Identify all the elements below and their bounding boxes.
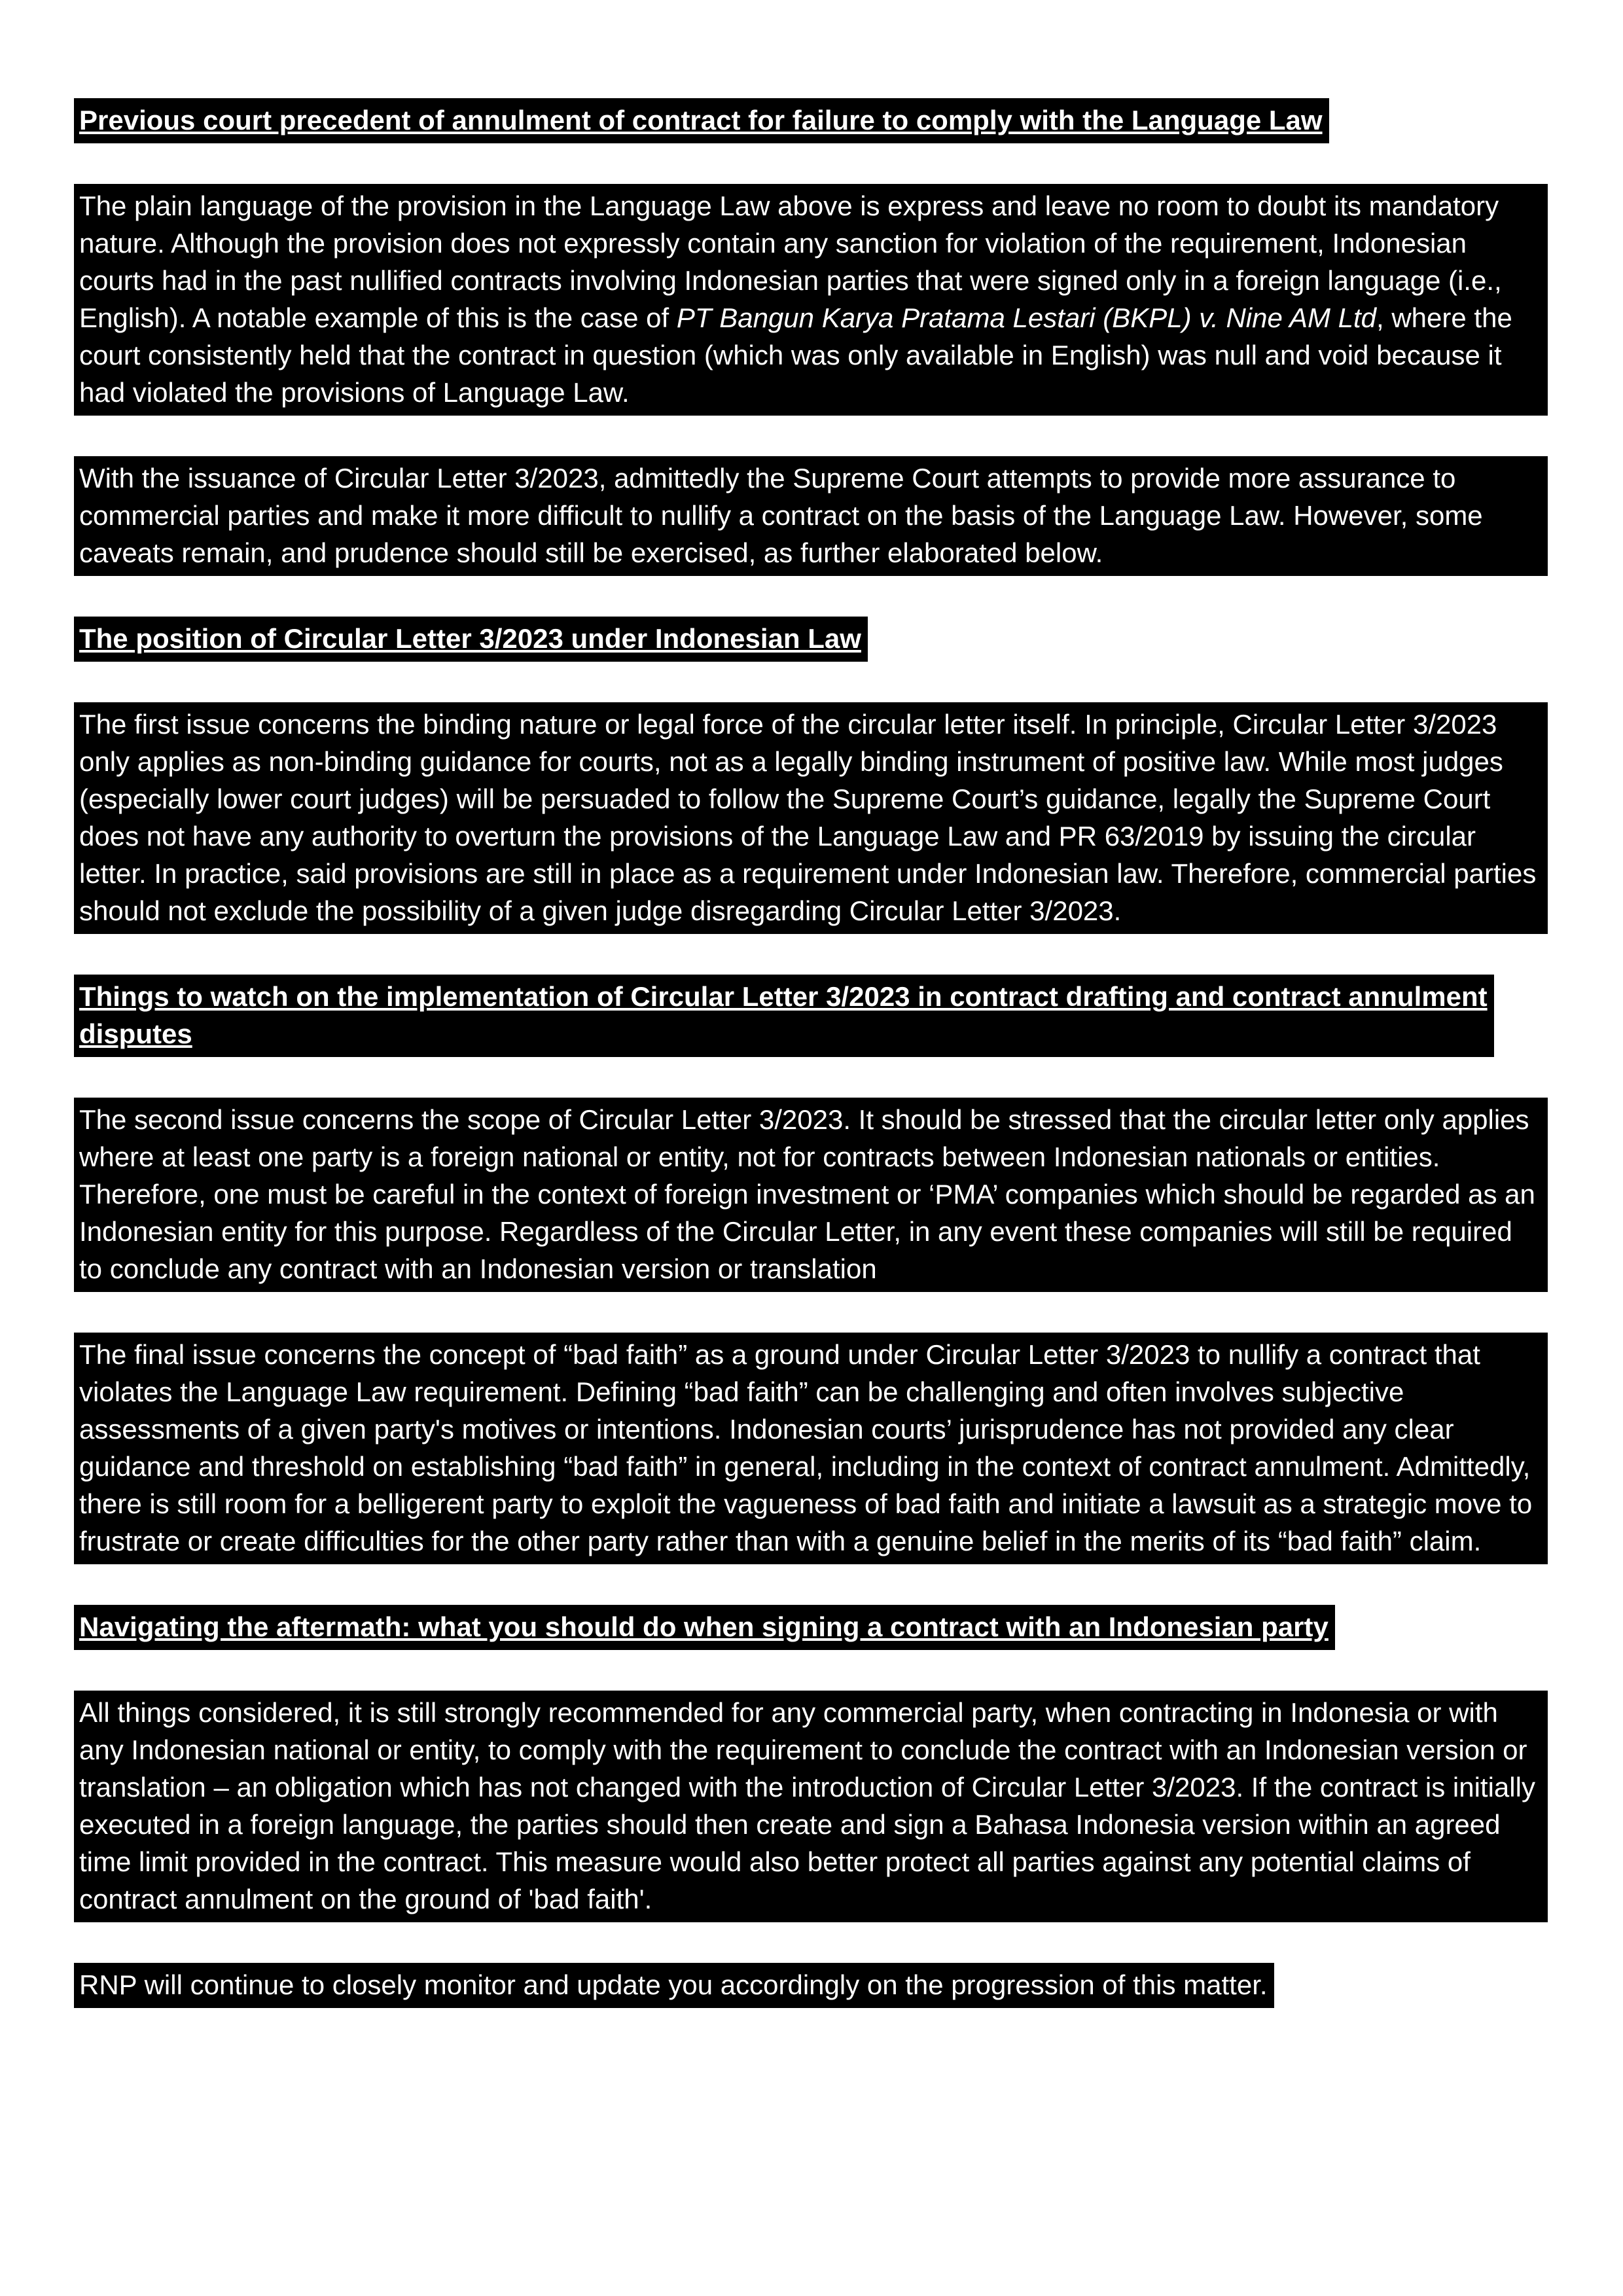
- para-rnp-closing-note: RNP will continue to closely monitor and update you accordingly on the progression of this matter.: [74, 1963, 1274, 2008]
- text-segment-case-name-italic: PT Bangun Karya Pratama Lestari (BKPL) v. Nine AM Ltd: [676, 302, 1377, 333]
- heading-things-to-watch: Things to watch on the implementation of Circular Letter 3/2023 in contract drafting and contract annulment disputes: [74, 975, 1494, 1057]
- text-segment-precedent-pre: The plain language of the provision in the Language Law above is express and leave no room to doubt its mandatory nature. Although the provision does not expressly contain any sanction for violation of the requirement, Indonesian courts had in the past nullified contracts involving Indonesian parties that were signed only in a foreign language (i.e., English). A notable example of this is the case of: [79, 190, 1502, 333]
- document-content: [74, 98, 1548, 2049]
- heading-navigating-aftermath: Navigating the aftermath: what you should do when signing a contract with an Indonesian party: [74, 1605, 1335, 1650]
- para-recommendation-all-things-considered: All things considered, it is still strongly recommended for any commercial party, when contracting in Indonesia or with any Indonesian national or entity, to comply with the requirement to conclude the contract with an Indonesian version or translation – an obligation which has not changed with the introduction of Circular Letter 3/2023. If the contract is initially executed in a foreign language, the parties should then create and sign a Bahasa Indonesia version within an agreed time limit provided in the contract. This measure would also better protect all parties against any potential claims of contract annulment on the ground of 'bad faith'.: [74, 1691, 1548, 1922]
- heading-previous-court-precedent: Previous court precedent of annulment of contract for failure to comply with the Language Law: [74, 98, 1329, 143]
- para-first-issue-binding-nature: The first issue concerns the binding nature or legal force of the circular letter itself. In principle, Circular Letter 3/2023 only applies as non-binding guidance for courts, not as a legally binding instrument of positive law. While most judges (especially lower court judges) will be persuaded to follow the Supreme Court’s guidance, legally the Supreme Court does not have any authority to overturn the provisions of the Language Law and PR 63/2019 by issuing the circular letter. In practice, said provisions are still in place as a requirement under Indonesian law. Therefore, commercial parties should not exclude the possibility of a given judge disregarding Circular Letter 3/2023.: [74, 702, 1548, 934]
- para-circular-letter-assurance: With the issuance of Circular Letter 3/2023, admittedly the Supreme Court attempts to provide more assurance to commercial parties and make it more difficult to nullify a contract on the basis of the Language Law. However, some caveats remain, and prudence should still be exercised, as further elaborated below.: [74, 456, 1548, 576]
- para-language-law-mandatory: [74, 184, 1548, 416]
- heading-position-circular-letter: The position of Circular Letter 3/2023 under Indonesian Law: [74, 617, 868, 662]
- para-second-issue-scope: The second issue concerns the scope of Circular Letter 3/2023. It should be stressed that the circular letter only applies where at least one party is a foreign national or entity, not for contracts between Indonesian nationals or entities. Therefore, one must be careful in the context of foreign investment or ‘PMA’ companies which should be regarded as an Indonesian entity for this purpose. Regardless of the Circular Letter, in any event these companies will still be required to conclude any contract with an Indonesian version or translation: [74, 1098, 1548, 1292]
- text-segment-precedent-post: , where the court consistently held that the contract in question (which was only available in English) was null and void because it had violated the provisions of Language Law.: [79, 302, 1512, 408]
- para-final-issue-bad-faith: The final issue concerns the concept of “bad faith” as a ground under Circular Letter 3/2023 to nullify a contract that violates the Language Law requirement. Defining “bad faith” can be challenging and often involves subjective assessments of a given party's motives or intentions. Indonesian courts’ jurisprudence has not provided any clear guidance and threshold on establishing “bad faith” in general, including in the context of contract annulment. Admittedly, there is still room for a belligerent party to exploit the vagueness of bad faith and initiate a lawsuit as a strategic move to frustrate or create difficulties for the other party rather than with a genuine belief in the merits of its “bad faith” claim.: [74, 1333, 1548, 1564]
